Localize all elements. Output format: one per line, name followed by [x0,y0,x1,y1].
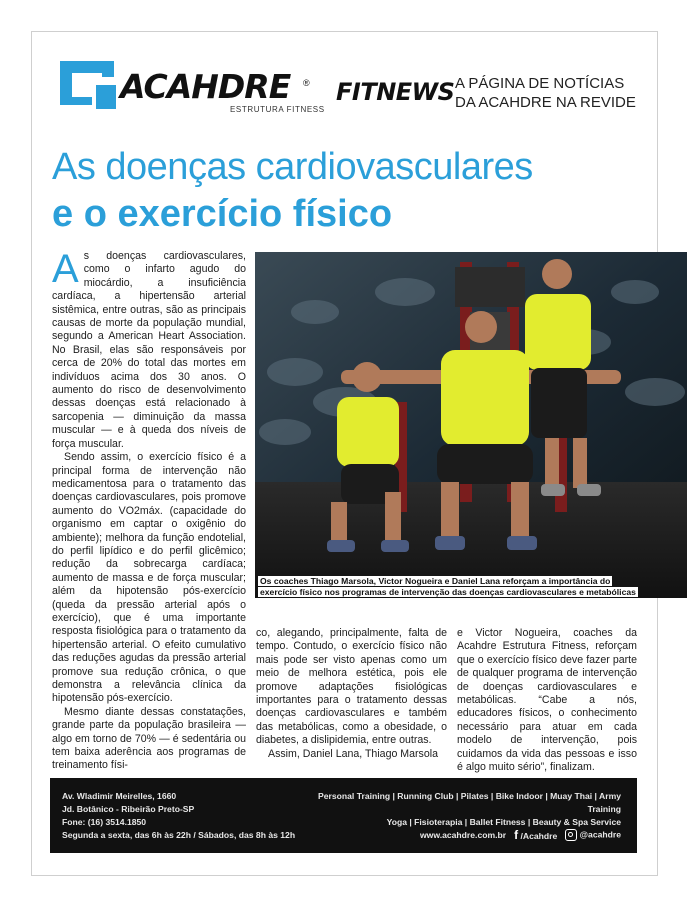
section-title: FITNEWS [336,78,455,106]
coaches-photo [255,252,687,598]
footer-services [291,790,621,829]
opening-hours: Segunda a sexta, das 6h às 22h / Sábados, das 8h às 12h [62,830,296,840]
footer-social [420,828,621,842]
tagline-line-1: A PÁGINA DE NOTÍCIAS [455,75,625,92]
paragraph: Mesmo diante dessas constatações, grande parte da população brasileira — algo em torno de 70% — é sedentária ou tem baixa aderência aos programas de treinamento físi- [52,705,246,772]
paragraph: co, alegando, principalmente, falta de tempo. Contudo, o exercício físico não mais pode ser visto apenas como um meio de melhora estética, pois ele promove adaptações fisiológicas importantes para o tratamento dessas doenças cardiovasculares e também das metabólicas, como a obesidade, o diabetes, a dislipidemia, entre outras. [256,627,447,747]
footer [50,778,637,853]
article-column-1 [52,247,246,773]
paragraph: Sendo assim, o exercício físico é a principal forma de intervenção não medicamentosa para o tratamento das doenças cardiovasculares, pois promove aumento do VO2máx. (capacidade do organismo em captar o oxigênio do ambiente); melhora da função endotelial, do perfil lipídico e do perfil glicêmico; redução da sobrecarga cardíaca; aumento de massa e de força muscular; além da hipotensão pós-exercício (queda da pressão arterial após o exercício), que é uma importante resposta fisiológica para o tratamento da hipertensão arterial. O efeito cumulativo das reduções agudas da pressão arterial promove sua redução crônica, o que demonstra a relevância clínica da hipotensão pós-exercício. [52,451,246,705]
facebook-handle: /Acahdre [520,831,558,841]
registered-mark: ® [303,78,310,88]
caption-line-2: exercício físico nos programas de intervenção das doenças cardiovasculares e metabólicas [260,586,636,597]
article-title-line-1: As doenças cardiovasculares [52,146,533,188]
facebook-icon: f [514,828,519,842]
facebook-link[interactable] [514,828,557,842]
article-column-2 [256,627,447,761]
instagram-icon [565,829,577,841]
phone: Fone: (16) 3514.1850 [62,817,147,827]
tagline-line-2: DA ACAHDRE NA REVIDE [455,94,636,111]
address-line-1: Av. Wladimir Meirelles, 1660 [62,791,177,801]
footer-address [62,790,295,842]
website-link[interactable]: www.acahdre.com.br [419,830,507,840]
services-line-2: Yoga | Fisioterapia | Ballet Fitness | Beauty & Spa Service [386,817,621,827]
services-line-1: Personal Training | Running Club | Pilates | Bike Indoor | Muay Thai | Army Training [318,791,621,814]
paragraph: Assim, Daniel Lana, Thiago Marsola [268,747,438,760]
paragraph-text: s doenças cardiovasculares, como o infarto agudo do miocárdio, a insuficiência cardíaca, a hipertensão arterial sistêmica, entre outras, são as principais causas de morte da população mundial, segundo a American Heart Association. No Brasil, elas são responsáveis por cerca de 20% do total das mortes em indivíduos acima dos 30 anos. O aumento do risco de desenvolvimento dessas doenças está relacionado à sarcopenia — diminuição da massa muscular — e à queda dos níveis de força muscular. [52,250,246,450]
caption-line-1: Os coaches Thiago Marsola, Victor Nogueira e Daniel Lana reforçam a importância do [260,576,611,586]
instagram-link[interactable] [565,829,621,841]
brand-name: ACAHDRE [120,67,291,106]
address-line-2: Jd. Botânico - Ribeirão Preto-SP [62,804,195,814]
photo-caption [258,576,638,597]
article-column-3 [457,627,637,774]
paragraph [52,247,246,451]
tagline [455,74,636,112]
acahdre-logo-icon [52,55,122,111]
paragraph: e Victor Nogueira, coaches da Acahdre Estrutura Fitness, reforçam que o exercício físico deve fazer parte de qualquer programa de intervenção de doenças cardiovasculares e metabólicas. “Cabe a nós, educadores físicos, o conhecimento necessário para atuar em cada modelo de intervenção, pois cuidamos da vida das pessoas e isso é algo muito sério”, finalizam. [457,627,637,774]
instagram-handle: @acahdre [579,829,621,840]
drop-cap: A [52,247,79,291]
article-title-line-2: e o exercício físico [52,193,393,235]
brand-subtitle: ESTRUTURA FITNESS [230,105,325,114]
